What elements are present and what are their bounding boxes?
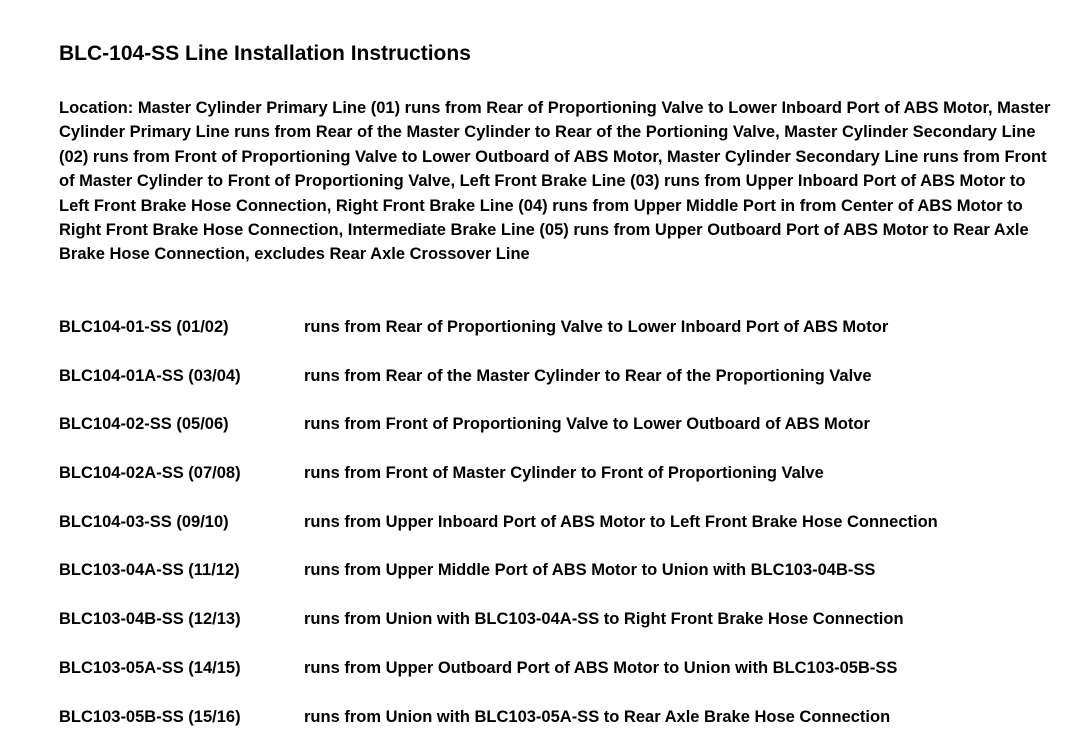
part-number: BLC104-02-SS (05/06) (59, 413, 304, 435)
line-description: runs from Upper Inboard Port of ABS Motor to Left Front Brake Hose Connection (304, 511, 1059, 533)
line-description: runs from Rear of the Master Cylinder to Rear of the Proportioning Valve (304, 365, 1059, 387)
part-number: BLC103-04A-SS (11/12) (59, 559, 304, 581)
part-number: BLC103-05B-SS (15/16) (59, 706, 304, 728)
part-number: BLC104-02A-SS (07/08) (59, 462, 304, 484)
line-description: runs from Upper Middle Port of ABS Motor to Union with BLC103-04B-SS (304, 559, 1059, 581)
line-description: runs from Front of Proportioning Valve to Lower Outboard of ABS Motor (304, 413, 1059, 435)
list-item (59, 657, 1059, 706)
part-number: BLC104-03-SS (09/10) (59, 511, 304, 533)
part-number: BLC103-05A-SS (14/15) (59, 657, 304, 679)
line-description: runs from Union with BLC103-04A-SS to Right Front Brake Hose Connection (304, 608, 1059, 630)
part-number: BLC104-01-SS (01/02) (59, 316, 304, 338)
part-number: BLC104-01A-SS (03/04) (59, 365, 304, 387)
list-item (59, 413, 1059, 462)
location-paragraph: Location: Master Cylinder Primary Line (01) runs from Rear of Proportioning Valve to Lower Inboard Port of ABS Motor, Master Cylinder Primary Line runs from Rear of the Master Cylinder to Rear of the Portioning Valve, Master Cylinder Secondary Line (02) runs from Front of Proportioning Valve to Lower Outboard of ABS Motor, Master Cylinder Secondary Line runs from Front of Master Cylinder to Front of Proportioning Valve, Left Front Brake Line (03) runs from Upper Inboard Port of ABS Motor to Left Front Brake Hose Connection, Right Front Brake Line (04) runs from Upper Middle Port in from Center of ABS Motor to Right Front Brake Hose Connection, Intermediate Brake Line (05) runs from Upper Outboard Port of ABS Motor to Rear Axle Brake Hose Connection, excludes Rear Axle Crossover Line (59, 96, 1059, 267)
document-title: BLC-104-SS Line Installation Instructions (59, 42, 471, 66)
list-item (59, 462, 1059, 511)
line-description: runs from Front of Master Cylinder to Front of Proportioning Valve (304, 462, 1059, 484)
part-number: BLC103-04B-SS (12/13) (59, 608, 304, 630)
list-item (59, 511, 1059, 560)
line-description: runs from Upper Outboard Port of ABS Motor to Union with BLC103-05B-SS (304, 657, 1059, 679)
brake-line-list (59, 316, 1059, 754)
list-item (59, 365, 1059, 414)
line-description: runs from Rear of Proportioning Valve to Lower Inboard Port of ABS Motor (304, 316, 1059, 338)
list-item (59, 608, 1059, 657)
list-item (59, 559, 1059, 608)
list-item (59, 316, 1059, 365)
line-description: runs from Union with BLC103-05A-SS to Rear Axle Brake Hose Connection (304, 706, 1059, 728)
list-item (59, 706, 1059, 754)
